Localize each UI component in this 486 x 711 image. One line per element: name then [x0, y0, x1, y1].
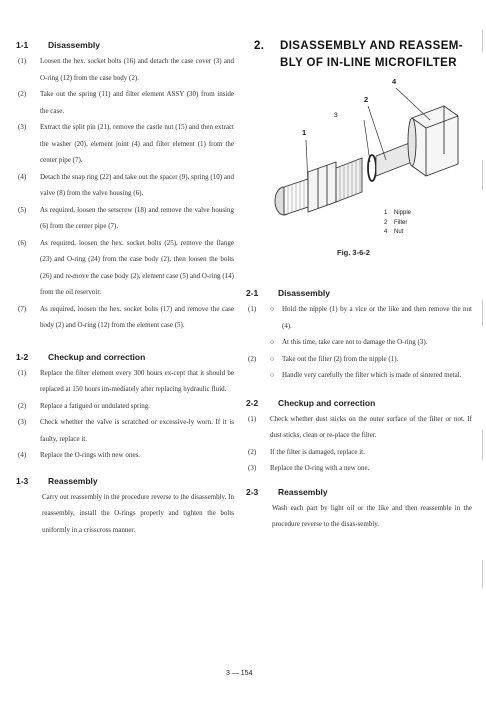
section-title: Disassembly	[278, 288, 330, 298]
list-item	[16, 398, 234, 415]
item-number: (4)	[18, 172, 27, 181]
circle-bullet-icon: ○	[270, 371, 275, 379]
list-item	[246, 411, 472, 444]
item-text: Replace a fatigued or undulated spring.	[40, 401, 151, 410]
section-number: 2-2	[246, 397, 259, 408]
section-title: Disassembly	[48, 40, 100, 50]
legend-item: 2 Filter	[384, 219, 408, 226]
list-item	[246, 301, 472, 334]
figure-caption: Fig. 3-6-2	[337, 248, 370, 257]
item-number: (3)	[18, 418, 27, 426]
list-item	[16, 202, 234, 235]
list-item	[16, 119, 234, 169]
legend-item: 1 Nipple	[384, 210, 412, 216]
chapter-heading	[254, 38, 474, 72]
page-edge-mark	[482, 160, 483, 190]
callout-label: 3	[334, 112, 338, 119]
item-number: (2)	[248, 354, 257, 363]
item-text: Check whether the valve is scratched or excessive-ly worn. If it is faulty, replace it.	[40, 418, 234, 443]
item-number: (7)	[18, 304, 27, 313]
item-number: (2)	[248, 447, 257, 456]
nipple-part	[275, 158, 362, 215]
checkup-steps-list	[16, 365, 234, 464]
figure-legend	[384, 209, 411, 238]
item-text: Hold the nipple (1) by a vice or the like and then remove the nut (4).	[282, 305, 472, 330]
section-number: 2-1	[246, 288, 259, 298]
section-heading	[16, 352, 234, 362]
item-text: At this time, take care not to damage the O-ring (3).	[282, 338, 428, 346]
section-heading	[246, 487, 472, 497]
item-number: (2)	[18, 90, 27, 98]
section-title: Reassembly	[278, 486, 328, 497]
list-item	[16, 86, 234, 119]
section-title: Checkup and correction	[278, 397, 376, 408]
item-text: As required, loosen the setscrew (18) and remove the valve housing (6) from the center pipe (7).	[40, 205, 234, 230]
item-text: As required, loosen the hex. socket bolts (25), remove the flange (23) and O-ring (24) from the case body (2), then loosen the bolts (26) and re-move the case body (2), element case (5) and O-ring (14) from the oil reservoir.	[40, 238, 234, 296]
disassembly-steps-list	[16, 53, 234, 334]
item-text: Replace the O-rings with new ones.	[40, 451, 140, 459]
section-heading	[16, 40, 234, 50]
item-number: (4)	[18, 451, 27, 459]
right-column	[246, 288, 472, 533]
item-number: (1)	[248, 414, 257, 423]
item-number	[246, 367, 270, 384]
page-edge-mark	[482, 30, 483, 52]
item-number: (1)	[18, 57, 27, 65]
list-item	[16, 235, 234, 301]
item-text: Replace the O-ring with a new one.	[270, 464, 370, 472]
list-item	[16, 53, 234, 86]
list-item	[246, 351, 472, 368]
item-text: Detach the snap ring (22) and take out the spacer (9), spring (10) and valve (8) from the valve housing (6).	[40, 172, 234, 197]
item-text: Take out the spring (11) and filter element ASSY (30) from inside the case.	[40, 90, 234, 115]
section-number: 1-2	[16, 351, 29, 362]
o-ring-part	[368, 155, 376, 181]
callout-label: 1	[302, 128, 307, 137]
filter-disassembly-steps-list	[246, 301, 472, 384]
reassembly-paragraph: Carry out reassembly in the procedure reverse to the disassembly. In reassembly, install the O-rings properly and tighten the bolts uniformly in a crisscross manner.	[42, 492, 234, 534]
item-number: (5)	[18, 205, 27, 214]
page-number: 3 — 154	[226, 670, 253, 677]
circle-bullet-icon: ○	[270, 354, 275, 363]
chapter-title-line1: DISASSEMBLY AND REASSEM-	[280, 40, 463, 52]
page-edge-mark	[482, 430, 483, 460]
callout-label: 2	[364, 95, 369, 104]
item-number: (2)	[18, 401, 27, 410]
item-text: Handle very carefully the filter which is made of sintered metal.	[282, 371, 462, 379]
nut-part	[408, 106, 458, 176]
legend-item: 4 Nut	[384, 229, 404, 235]
list-item	[246, 444, 472, 461]
item-number: (3)	[18, 123, 27, 131]
item-text: Take out the filter (2) from the nipple (1).	[282, 354, 399, 363]
section-number: 2-3	[246, 486, 259, 497]
section-title: Checkup and correction	[48, 351, 146, 362]
page-edge-mark	[482, 300, 483, 326]
list-item	[16, 414, 234, 447]
circle-bullet-icon: ○	[270, 305, 275, 313]
list-item	[16, 169, 234, 202]
section-number: 1-1	[16, 40, 29, 50]
item-text: Loosen the hex. socket bolts (16) and detach the case cover (3) and O-ring (12) from the case body (2).	[40, 57, 234, 82]
item-number: (3)	[248, 464, 257, 472]
section-number: 1-3	[16, 475, 29, 486]
circle-bullet-icon: ○	[270, 338, 275, 346]
page-edge-mark	[482, 560, 483, 588]
item-text: Extract the split pin (21), remove the castle nut (15) and then extract the washer (20), element joint (4) and filter element (1) from the center pipe (7).	[40, 123, 234, 164]
chapter-title-line2: BLY OF IN-LINE MICROFILTER	[280, 57, 457, 69]
item-text: If the filter is damaged, replace it.	[270, 447, 365, 456]
section-heading	[246, 288, 472, 298]
list-item	[16, 301, 234, 334]
section-title: Reassembly	[48, 475, 98, 486]
item-number: (1)	[18, 368, 27, 377]
filter-checkup-steps-list	[246, 411, 472, 477]
filter-reassembly-paragraph: Wash each part by light oil or the like and then reassemble in the procedure reverse to the disas-sembly.	[272, 503, 472, 528]
item-number	[246, 334, 270, 351]
callout-label: 4	[392, 77, 397, 86]
section-heading	[16, 476, 234, 486]
item-number: (1)	[248, 305, 257, 313]
list-item	[16, 447, 234, 464]
item-text: Check whether dust sticks on the outer surface of the filter or not. If dust sticks, clean or re-place the filter.	[270, 414, 472, 439]
section-heading	[246, 398, 472, 408]
chapter-number: 2.	[254, 40, 265, 52]
item-text: As required, loosen the hex. socket bolts (17) and remove the case body (2) and O-ring (12) from the element case (5).	[40, 304, 234, 329]
item-text: Replace the filter element every 300 hours ex-cept that it should be replaced at 150 hours im-mediately after replacing hydraulic fluid.	[40, 368, 234, 393]
list-item	[16, 365, 234, 398]
list-item	[246, 460, 472, 477]
list-item	[246, 334, 472, 351]
left-column	[16, 40, 234, 538]
item-number: (6)	[18, 238, 27, 247]
list-item	[246, 367, 472, 384]
